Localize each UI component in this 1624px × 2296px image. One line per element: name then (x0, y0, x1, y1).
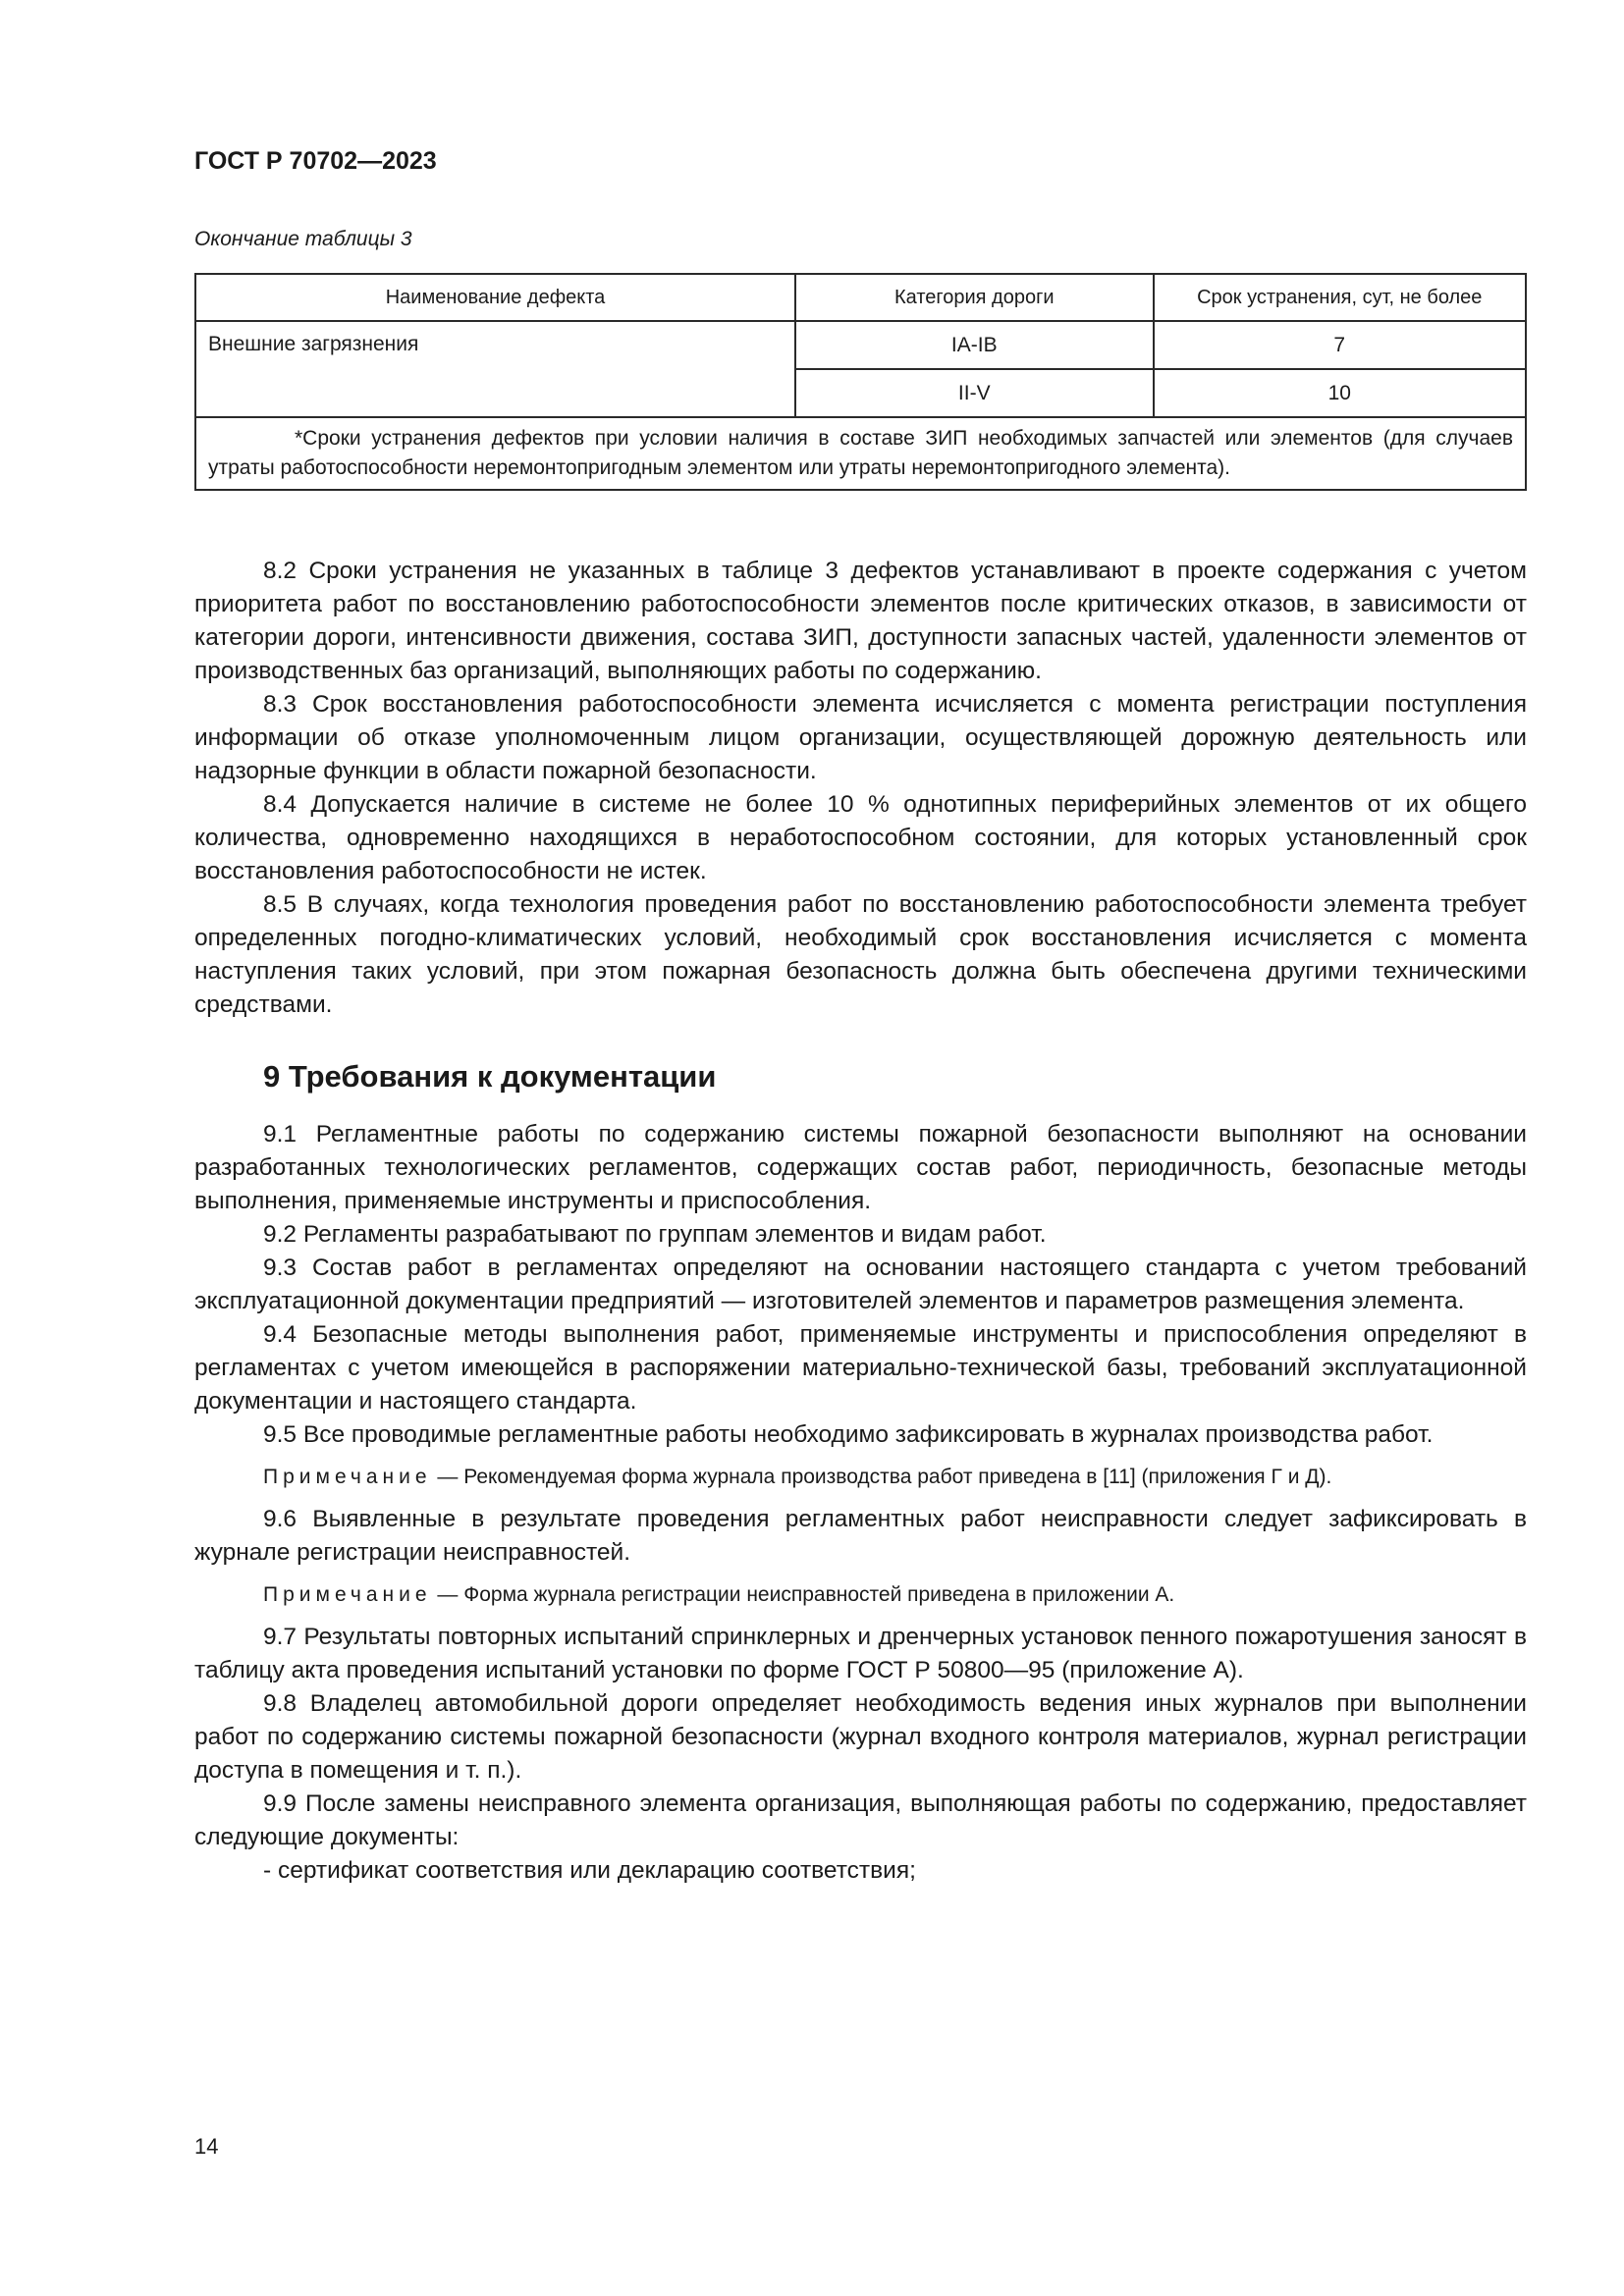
paragraph-8-4: 8.4 Допускается наличие в системе не более 10 % однотипных периферийных элементов от их общего количества, одновременно находящихся в неработоспособном состоянии, для которых установленный срок восстановления работоспособности не истек. (194, 791, 1527, 884)
table-footnote: *Сроки устранения дефектов при условии наличия в составе ЗИП необходимых запчастей или элементов (для случаев утраты работоспособности неремонтопригодным элементом или утраты неремонтопригодного элемента). (195, 417, 1526, 490)
paragraph-9-7: 9.7 Результаты повторных испытаний спринклерных и дренчерных установок пенного пожаротушения заносят в таблицу акта проведения испытаний установки по форме ГОСТ Р 50800—95 (приложение А). (194, 1624, 1527, 1683)
term-cell: 7 (1154, 321, 1527, 369)
category-cell: II-V (795, 369, 1153, 417)
note-label: Примечание (263, 1583, 432, 1606)
paragraph-8-2: 8.2 Сроки устранения не указанных в таблице 3 дефектов устанавливают в проекте содержания с учетом приоритета работ по восстановлению работоспособности элементов после критических отказов, в зависимости от категории дороги, интенсивности движения, состава ЗИП, доступности запасных частей, удаленности элементов от производственных баз организаций, выполняющих работы по содержанию. (194, 558, 1527, 684)
paragraph-9-6: 9.6 Выявленные в результате проведения регламентных работ неисправности следует зафиксировать в журнале регистрации неисправностей. (194, 1506, 1527, 1566)
table-header-row (195, 274, 1526, 321)
paragraph-9-1: 9.1 Регламентные работы по содержанию системы пожарной безопасности выполняют на основании разработанных технологических регламентов, содержащих состав работ, периодичность, безопасные методы выполнения, применяемые инструменты и приспособления. (194, 1121, 1527, 1214)
paragraph-8-3: 8.3 Срок восстановления работоспособности элемента исчисляется с момента регистрации поступления информации об отказе уполномоченным лицом организации, осуществляющей дорожную деятельность или надзорные функции в области пожарной безопасности. (194, 691, 1527, 784)
page-number: 14 (194, 2134, 219, 2159)
section-heading: 9 Требования к документации (263, 1059, 717, 1094)
table-row (195, 321, 1526, 369)
paragraph-9-3: 9.3 Состав работ в регламентах определяют на основании настоящего стандарта с учетом требований эксплуатационной документации предприятий — изготовителей элементов и параметров размещения элемента. (194, 1255, 1527, 1314)
list-item: - сертификат соответствия или декларацию соответствия; (263, 1857, 916, 1884)
defects-table (194, 273, 1527, 491)
term-cell: 10 (1154, 369, 1527, 417)
paragraph-9-9: 9.9 После замены неисправного элемента организация, выполняющая работы по содержанию, предоставляет следующие документы: (194, 1790, 1527, 1850)
note-2 (194, 1579, 1527, 1611)
table-footnote-row (195, 417, 1526, 490)
paragraph-8-5: 8.5 В случаях, когда технология проведения работ по восстановлению работоспособности элемента требует определенных погодно-климатических условий, необходимый срок восстановления исчисляется с момента наступления таких условий, при этом пожарная безопасность должна быть обеспечена другими техническими средствами. (194, 891, 1527, 1018)
note-1 (194, 1462, 1527, 1493)
paragraph-9-5: 9.5 Все проводимые регламентные работы необходимо зафиксировать в журналах производства работ. (263, 1421, 1434, 1448)
body-text (194, 555, 1527, 1888)
document-code: ГОСТ Р 70702—2023 (194, 147, 437, 175)
note-text: — Форма журнала регистрации неисправностей приведена в приложении А. (437, 1583, 1175, 1606)
table-caption: Окончание таблицы 3 (194, 228, 412, 250)
defect-name-cell: Внешние загрязнения (195, 321, 795, 417)
column-header-category: Категория дороги (795, 274, 1153, 321)
paragraph-9-2: 9.2 Регламенты разрабатывают по группам элементов и видам работ. (263, 1221, 1047, 1248)
note-text: — Рекомендуемая форма журнала производства работ приведена в [11] (приложения Г и Д). (437, 1466, 1332, 1488)
category-cell: IA-IB (795, 321, 1153, 369)
paragraph-9-4: 9.4 Безопасные методы выполнения работ, применяемые инструменты и приспособления определяют в регламентах с учетом имеющейся в распоряжении материально-технической базы, требований эксплуатационной документации и настоящего стандарта. (194, 1321, 1527, 1415)
paragraph-9-8: 9.8 Владелец автомобильной дороги определяет необходимость ведения иных журналов при выполнении работ по содержанию системы пожарной безопасности (журнал входного контроля материалов, журнал регистрации доступа в помещения и т. п.). (194, 1690, 1527, 1784)
note-label: Примечание (263, 1466, 432, 1488)
column-header-term: Срок устранения, сут, не более (1154, 274, 1527, 321)
column-header-defect: Наименование дефекта (195, 274, 795, 321)
